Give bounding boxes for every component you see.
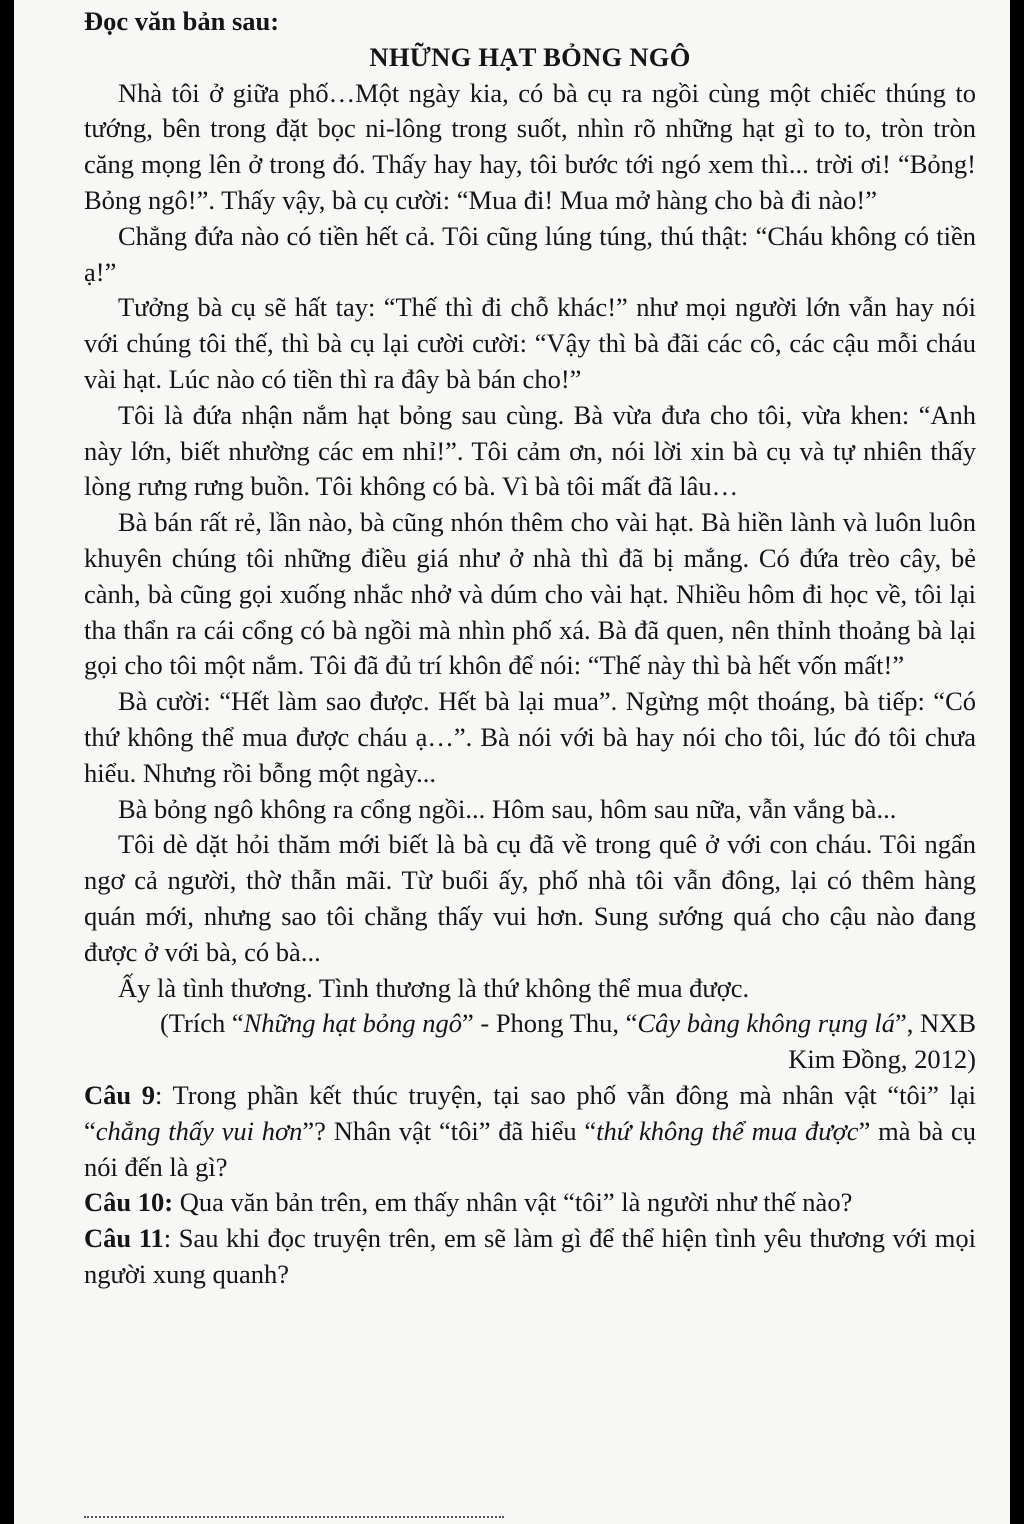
question-11-label: Câu 11: [84, 1223, 164, 1254]
story-paragraph-8: Tôi dè dặt hỏi thăm mới biết là bà cụ đã về trong quê ở với con cháu. Tôi ngẩn ngơ cả người, thờ thẫn mãi. Từ buổi ấy, phố nhà tôi vẫn đông, lại có thêm hàng quán mới, nhưng sao tôi chẳng thấy vui hơn. Sung sướng quá cho cậu nào đang được ở với bà, có bà...: [84, 829, 976, 967]
question-11-text: : Sau khi đọc truyện trên, em sẽ làm gì để thể hiện tình yêu thương với mọi người xung quanh?: [84, 1223, 976, 1289]
citation-book-name: Cây bàng không rụng lá: [637, 1008, 896, 1039]
story-paragraph-5: Bà bán rất rẻ, lần nào, bà cũng nhón thêm cho vài hạt. Bà hiền lành và luôn luôn khuyên chúng tôi những điều giá như ở nhà thì đã bị mắng. Có đứa trèo cây, bẻ cành, bà cũng gọi xuống nhắc nhở và dúm cho vài hạt. Nhiều hôm đi học về, tôi lại tha thẩn ra cái cổng có bà ngồi mà nhìn phố xá. Bà đã quen, nên thỉnh thoảng bà lại gọi cho tôi một nắm. Tôi đã đủ trí khôn để nói: “Thế này thì bà hết vốn mất!”: [84, 507, 976, 681]
story-paragraph-7: Bà bỏng ngô không ra cổng ngồi... Hôm sau, hôm sau nữa, vẫn vắng bà...: [118, 793, 897, 824]
document-page: [14, 0, 1010, 1524]
story-paragraph-6: Bà cười: “Hết làm sao được. Hết bà lại mua”. Ngừng một thoáng, bà tiếp: “Có thứ không thể mua được cháu ạ…”. Bà nói với bà hay nói cho tôi, lúc đó tôi chưa hiểu. Nhưng rồi bỗng một ngày...: [84, 686, 976, 788]
question-9: [84, 1078, 976, 1185]
question-10: [84, 1185, 976, 1221]
right-dark-border: [1010, 0, 1024, 1524]
question-9-text-2: ”? Nhân vật “tôi” đã hiểu “: [302, 1115, 597, 1146]
source-citation: [84, 1006, 976, 1078]
story-paragraph-1: Nhà tôi ở giữa phố…Một ngày kia, có bà cụ ra ngồi cùng một chiếc thúng to tướng, bên trong đặt bọc ni-lông trong suốt, nhìn rõ những hạt gì to to, tròn tròn căng mọng lên ở trong đó. Thấy hay hay, tôi bước tới ngó xem thì... trời ơi! “Bỏng! Bỏng ngô!”. Thấy vậy, bà cụ cười: “Mua đi! Mua mở hàng cho bà đi nào!”: [84, 77, 976, 215]
story-paragraph-2: Chẳng đứa nào có tiền hết cả. Tôi cũng lúng túng, thú thật: “Cháu không có tiền ạ!”: [84, 220, 976, 287]
citation-story-name: Những hạt bỏng ngô: [243, 1008, 462, 1039]
question-11: [84, 1221, 976, 1293]
citation-open: (Trích “: [159, 1008, 244, 1039]
question-9-label: Câu 9: [84, 1079, 155, 1110]
story-paragraph-4: Tôi là đứa nhận nắm hạt bỏng sau cùng. Bà vừa đưa cho tôi, vừa khen: “Anh này lớn, biết nhường các em nhỉ!”. Tôi cảm ơn, nói lời xin bà cụ và tự nhiên thấy lòng rưng rưng buồn. Tôi không có bà. Vì bà tôi mất đã lâu…: [84, 399, 976, 502]
citation-close: ”, NXB Kim Đồng, 2012): [788, 1008, 976, 1075]
reading-instruction: Đọc văn bản sau:: [84, 6, 280, 36]
citation-middle: ” - Phong Thu, “: [461, 1008, 638, 1039]
story-paragraph-3: Tưởng bà cụ sẽ hất tay: “Thế thì đi chỗ khác!” như mọi người lớn vẫn hay nói với chúng tôi thế, thì bà cụ lại cười cười: “Vậy thì bà đãi các cô, các cậu mỗi cháu vài hạt. Lúc nào có tiền thì ra đây bà bán cho!”: [84, 292, 976, 394]
question-10-label: Câu 10:: [84, 1187, 174, 1218]
question-9-italic-2: thứ không thể mua được: [596, 1115, 859, 1146]
question-10-text: Qua văn bản trên, em thấy nhân vật “tôi” là người như thế nào?: [173, 1187, 853, 1218]
question-9-text-3: ” mà bà cụ nói đến là gì?: [84, 1115, 976, 1182]
question-9-italic-1: chẳng thấy vui hơn: [95, 1115, 303, 1146]
left-dark-border: [0, 0, 14, 1524]
document-body: [84, 4, 976, 1293]
story-paragraph-9: Ấy là tình thương. Tình thương là thứ không thể mua được.: [118, 972, 750, 1003]
question-9-text-1: : Trong phần kết thúc truyện, tại sao phố vẫn đông mà nhân vật “tôi” lại “: [84, 1079, 976, 1146]
cut-off-next-line: [84, 1516, 504, 1524]
story-title: NHỮNG HẠT BỎNG NGÔ: [369, 41, 691, 72]
